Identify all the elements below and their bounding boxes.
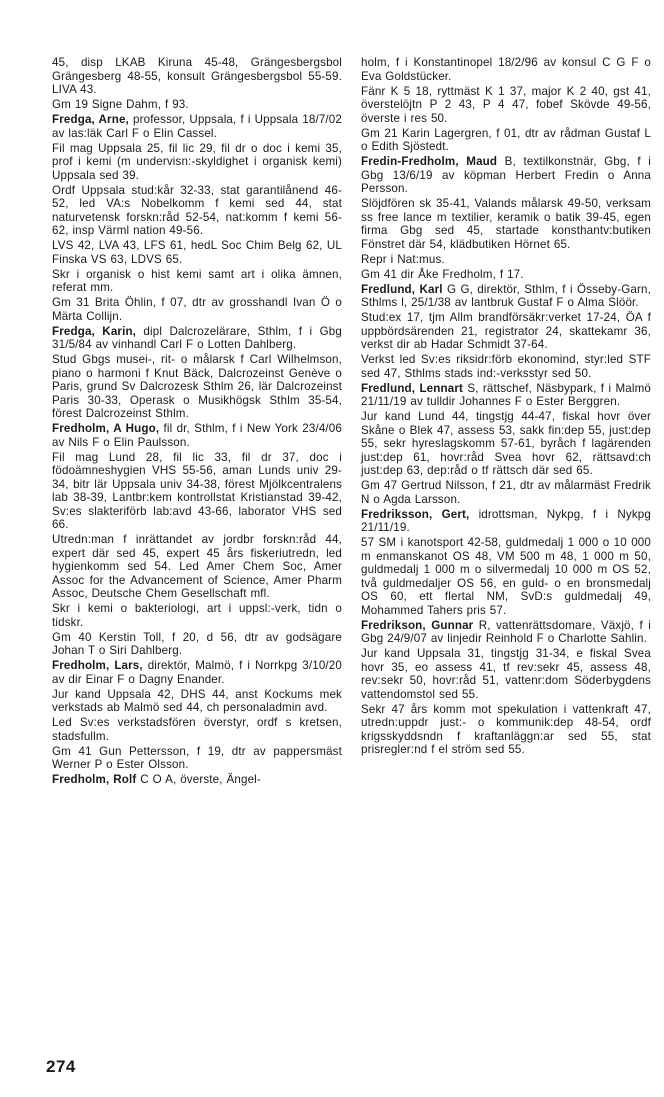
entry-text: Utredn:man f inrättandet av jordbr forskn:råd 44, expert där sed 45, expert 45 års fiskeriutredn, led hygienkomm sed 54. Led Amer Chem Soc, Amer Assoc for the Advancement of Science, Amer Pharm Assoc, Deutsche Chem Gesellschaft mfl. <box>52 533 342 600</box>
entry-text: Verkst led Sv:es riksidr:förb ekonomind, styr:led STF sed 47, Sthlms stads ind:-verksstyr sed 50. <box>361 353 651 380</box>
entry-text: Jur kand Lund 44, tingstjg 44-47, fiskal hovr över Skåne o Blek 47, assess 53, sakk fin:dep 55, just:dep 55, sekr hyreslagskomm 57-61, byråch f lagärenden just:dep 61, hovr:råd Svea hovr 62, rättsavd:ch just:dep 63, dep:råd o tf rättsch där sed 65. <box>361 410 651 477</box>
entry-text: Jur kand Uppsala 31, tingstjg 31-34, e fiskal Svea hovr 35, eo assess 41, tf rev:sekr 45, assess 48, rev:sekr 50, hovr:råd 51, vattenr:dom Söderbygdens vattendomstol sed 55. <box>361 647 651 701</box>
entry-text: LVS 42, LVA 43, LFS 61, hedL Soc Chim Belg 62, UL Finska VS 63, LDVS 65. <box>52 239 342 266</box>
entry-text: Stud:ex 17, tjm Allm brandförsäkr:verket 17-24, ÖA f uppbördsärenden 21, registrator 24, skattekamr 36, verkst dir ab Hadar Schmidt 37-64. <box>361 311 651 351</box>
entry-name: Fredholm, Lars, <box>52 659 143 672</box>
entry-paragraph <box>52 239 342 266</box>
entry-text: Stud Gbgs musei-, rit- o målarsk f Carl Wilhelmson, piano o harmoni f Knut Bäck, Dalcrozeinst Genève o Paris, grund Sv Dalcrozesk Sthlm 26, lär Dalcrozeinst Paris 30-33, Operask o Musikhögsk Sthlm 35-54, förest Dalcrozeinst Sthlm. <box>52 353 342 420</box>
entry-text: Gm 41 dir Åke Fredholm, f 17. <box>361 267 524 281</box>
entry-text: idrottsman, Nykpg, f i Nykpg 21/11/19. <box>361 507 651 534</box>
entry-text: Gm 21 Karin Lagergren, f 01, dtr av rådman Gustaf L o Edith Sjöstedt. <box>361 126 651 153</box>
entry-paragraph <box>52 688 342 715</box>
entry-name: Fredrikson, Gunnar <box>361 618 474 632</box>
entry-paragraph <box>52 533 342 601</box>
entry-text: Fil mag Lund 28, fil lic 33, fil dr 37, doc i födoämneshygien VHS 55-56, aman Lunds univ 29-34, bitr lär Uppsala univ 34-38, förest Mjölkcentralens lab 38-39, Lantbr:kem kontrollstat Kristianstad 39-42, Sv:es slakteriförb lab:avd 43-66, laborator VHS sed 66. <box>52 450 342 531</box>
entry-text: dipl Dalcrozelärare, Sthlm, f i Gbg 31/5/84 av vinhandl Carl F o Lotten Dahlberg. <box>52 324 342 351</box>
entry-paragraph <box>52 773 342 787</box>
entry-text: Ordf Uppsala stud:kår 32-33, stat garantilånend 46-52, led VA:s Nobelkomm f kemi sed 44, stat naturvetensk forskn:råd 52-54, nat:komm f kemi 56-62, insp Värml nation 49-56. <box>52 183 342 237</box>
entry-name: Fredriksson, Gert, <box>361 507 470 521</box>
entry-paragraph <box>52 296 342 323</box>
entry-paragraph <box>52 451 342 532</box>
entry-name: Fredlund, Karl <box>361 282 443 296</box>
entry-text: S, rättschef, Näsbypark, f i Malmö 21/11/19 av tulldir Johannes F o Ester Berggren. <box>361 381 651 408</box>
entry-text: Led Sv:es verkstadsfören överstyr, ordf s kretsen, stadsfullm. <box>52 716 342 743</box>
entry-paragraph <box>361 268 651 282</box>
entry-name: Fredga, Arne, <box>52 113 129 126</box>
entry-text: C O A, överste, Ängel- <box>136 773 261 786</box>
entry-text: Sekr 47 års komm mot spekulation i vattenkraft 47, utredn:uppdr just:- o kommunik:dep 48-54, ordf krigsskyddsndn f kraftanläggn:ar sed 55, stat prisregler:nd f el ström sed 55. <box>361 702 651 756</box>
entry-paragraph <box>361 382 651 409</box>
entry-paragraph <box>361 283 651 310</box>
entry-text: professor, Uppsala, f i Uppsala 18/7/02 av las:läk Carl F o Elin Cassel. <box>52 113 342 140</box>
entry-paragraph <box>52 745 342 772</box>
entry-paragraph <box>52 716 342 743</box>
entry-paragraph <box>52 422 342 449</box>
entry-paragraph <box>361 703 651 757</box>
entry-paragraph <box>361 127 651 154</box>
entry-paragraph <box>52 98 342 112</box>
page-number: 274 <box>46 1057 76 1076</box>
entry-name: Fredholm, A Hugo, <box>52 422 160 435</box>
entry-text: B, textilkonstnär, Gbg, f i Gbg 13/6/19 av köpman Herbert Fredin o Anna Persson. <box>361 155 652 195</box>
entry-text: holm, f i Konstantinopel 18/2/96 av konsul C G F o Eva Goldstücker. <box>361 56 651 83</box>
entry-text: 57 SM i kanotsport 42-58, guldmedalj 1 000 o 10 000 m enmanskanot OS 48, VM 500 m 48, 1 000 m 50, guldmedalj 1 000 m o silvermedalj 10 000 m OS 52, två guldmedaljer OS 56, en guld- o en bronsmedalj OS 60, ett flertal NM, SvD:s guldmedalj 49, Mohammed Tahers pris 57. <box>361 536 651 617</box>
entry-name: Fredlund, Lennart <box>361 381 464 395</box>
entry-paragraph <box>52 659 342 686</box>
entry-text: G G, direktör, Sthlm, f i Össeby-Garn, Sthlms l, 25/1/38 av lantbruk Gustaf F o Alma Slöör. <box>361 282 651 309</box>
entry-paragraph <box>361 197 651 251</box>
entry-text: Gm 31 Brita Öhlin, f 07, dtr av grosshandl Ivan Ö o Märta Collijn. <box>52 296 342 323</box>
entry-paragraph <box>361 410 651 478</box>
entry-text: Repr i Nat:mus. <box>361 252 445 266</box>
entry-text: fil dr, Sthlm, f i New York 23/4/06 av Nils F o Elin Paulsson. <box>52 422 342 449</box>
entry-paragraph <box>52 142 342 183</box>
entry-text: Gm 47 Gertrud Nilsson, f 21, dtr av målarmäst Fredrik N o Agda Larsson. <box>361 479 651 506</box>
entry-paragraph <box>361 155 651 196</box>
entry-paragraph <box>361 56 651 83</box>
entry-paragraph <box>361 311 651 352</box>
entry-name: Fredin-Fredholm, Maud <box>361 155 498 168</box>
entry-text: Skr i organisk o hist kemi samt art i olika ämnen, referat mm. <box>52 267 342 294</box>
entry-text: Fänr K 5 18, ryttmäst K 1 37, major K 2 40, gst 41, överstelöjtn P 2 43, P 4 47, fobef Skövde 49-56, överste i res 50. <box>361 84 651 125</box>
entry-paragraph <box>52 325 342 352</box>
entry-text: direktör, Malmö, f i Norrkpg 3/10/20 av dir Einar F o Dagny Enander. <box>52 659 342 686</box>
entry-paragraph <box>361 85 651 126</box>
right-column <box>361 56 651 758</box>
entry-name: Fredga, Karin, <box>52 324 137 338</box>
entry-paragraph <box>361 536 651 617</box>
entry-paragraph <box>52 268 342 295</box>
entry-paragraph <box>52 602 342 629</box>
entry-text: Skr i kemi o bakteriologi, art i uppsl:-verk, tidn o tidskr. <box>52 602 342 629</box>
entry-text: Fil mag Uppsala 25, fil lic 29, fil dr o doc i kemi 35, prof i kemi (m undervisn:-skyldighet i organisk kemi) Uppsala sed 39. <box>52 141 342 182</box>
entry-paragraph <box>52 113 342 140</box>
entry-name: Fredholm, Rolf <box>52 773 137 786</box>
entry-paragraph <box>52 184 342 238</box>
entry-text: 45, disp LKAB Kiruna 45-48, Grängesbergsbol Grängesberg 48-55, konsult Grängesbergsbol 55-59. LIVA 43. <box>52 56 342 96</box>
entry-paragraph <box>361 619 651 646</box>
entry-text: R, vattenrättsdomare, Växjö, f i Gbg 24/9/07 av linjedir Reinhold F o Charlotte Sahlin. <box>361 618 651 645</box>
entry-text: Jur kand Uppsala 42, DHS 44, anst Kockums mek verkstads ab Malmö sed 44, ch personaladmin avd. <box>52 687 342 714</box>
entry-text: Slöjdfören sk 35-41, Valands målarsk 49-50, verksam ss free lance m textilier, keramik o batik 39-45, egen firma Gbg sed 45, startade konsthantv:butiken Fönstret där 54, klädbutiken Hörnet 65. <box>361 197 651 251</box>
entry-text: Gm 19 Signe Dahm, f 93. <box>52 98 189 111</box>
entry-text: Gm 40 Kerstin Toll, f 20, d 56, dtr av godsägare Johan T o Siri Dahlberg. <box>52 630 342 657</box>
entry-text: Gm 41 Gun Pettersson, f 19, dtr av pappersmäst Werner P o Ester Olsson. <box>52 744 342 771</box>
entry-paragraph <box>52 631 342 658</box>
entry-paragraph <box>52 56 342 97</box>
entry-paragraph <box>361 647 651 701</box>
left-column <box>52 56 342 788</box>
entry-paragraph <box>361 508 651 535</box>
entry-paragraph <box>361 253 651 267</box>
entry-paragraph <box>361 479 651 506</box>
entry-paragraph <box>361 353 651 380</box>
entry-paragraph <box>52 353 342 421</box>
